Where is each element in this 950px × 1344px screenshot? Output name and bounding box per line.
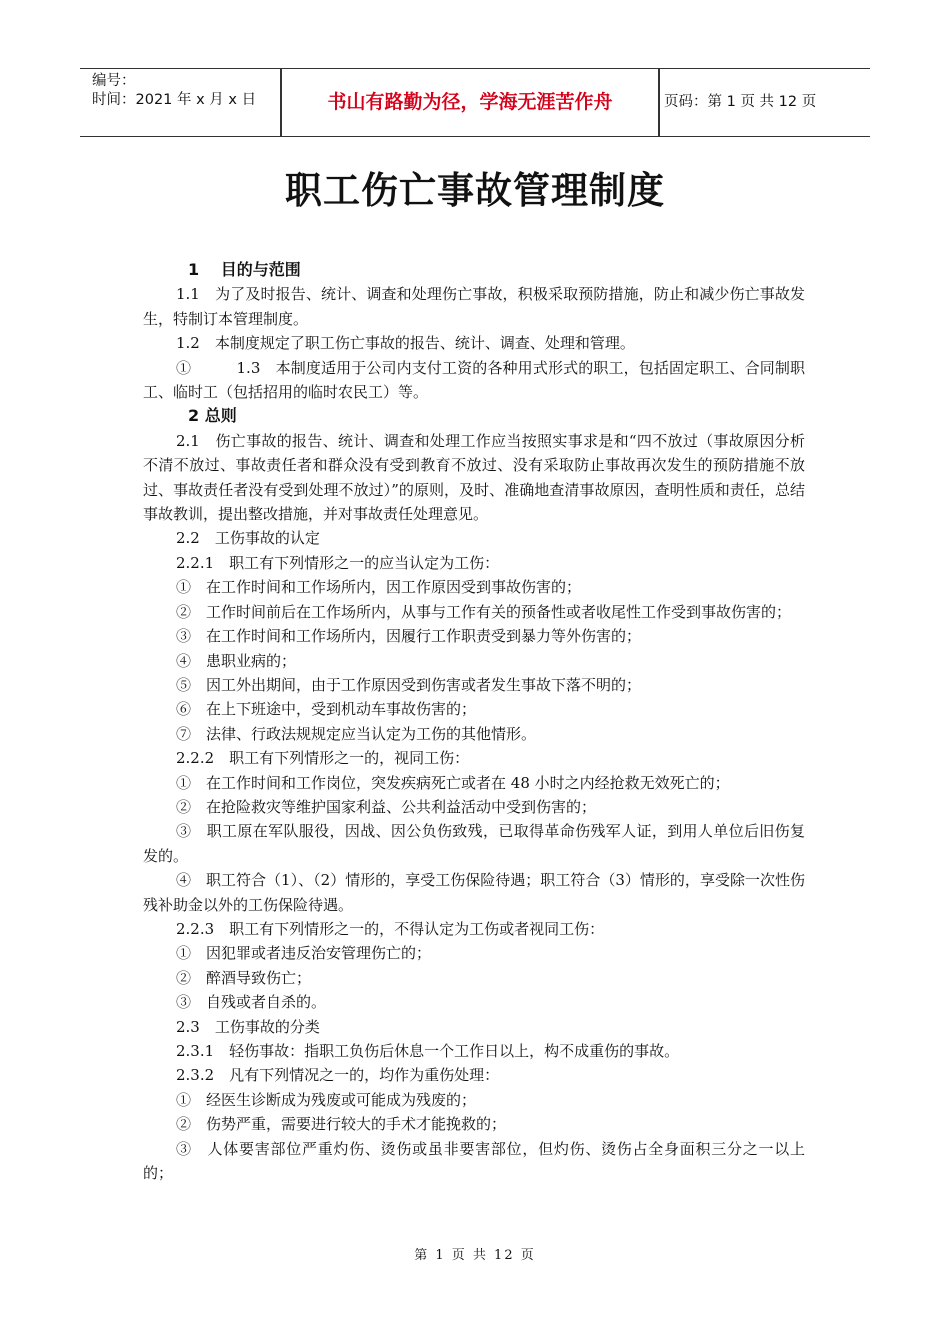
body-paragraph: ① 因犯罪或者违反治安管理伤亡的； [176,944,432,963]
body-paragraph: ② 醉酒导致伤亡； [176,968,312,987]
body-paragraph: ② 工作时间前后在工作场所内，从事与工作有关的预备性或者收尾性工作受到事故伤害的； [176,602,792,621]
section-heading: 2 总则 [188,406,237,426]
body-paragraph: ⑤ 因工外出期间，由于工作原因受到伤害或者发生事故下落不明的； [176,675,642,694]
body-paragraph: 2.2.1 职工有下列情形之一的应当认定为工伤： [176,553,500,572]
body-paragraph: 2.3.2 凡有下列情况之一的，均作为重伤处理： [176,1066,500,1085]
body-paragraph: ② 在抢险救灾等维护国家利益、公共利益活动中受到伤害的； [176,797,597,816]
time-label: 时间：2021 年 x 月 x 日 [92,92,257,108]
header-page-info: 页码：第 1 页 共 12 页 [664,94,817,110]
body-paragraph: 2.2.3 职工有下列情形之一的，不得认定为工伤或者视同工伤： [176,919,605,938]
number-label: 编号： [92,73,136,89]
section-heading: 1 目的与范围 [188,260,301,279]
body-paragraph: ① 在工作时间和工作岗位，突发疾病死亡或者在 48 小时之内经抢救无效死亡的； [176,773,730,792]
body-paragraph: ① 经医生诊断成为残废或可能成为残废的； [176,1090,477,1109]
body-paragraph: 2.2.2 职工有下列情形之一的，视同工伤： [176,749,470,768]
body-paragraph: 2.2 工伤事故的认定 [176,529,320,548]
body-paragraph: ① 在工作时间和工作场所内，因工作原因受到事故伤害的； [176,578,582,597]
body-paragraph: 1.2 本制度规定了职工伤亡事故的报告、统计、调查、处理和管理。 [176,334,635,353]
body-paragraph: ③ 人体要害部位严重灼伤、烫伤或虽非要害部位，但灼伤、烫伤占全身面积三分之一以上的； [143,1139,805,1183]
page-header [80,68,870,137]
body-paragraph: 2.1 伤亡事故的报告、统计、调查和处理工作应当按照实事求是和“四不放过（事故原因分析不清不放过、事故责任者和群众没有受到教育不放过、没有采取防止事故再次发生的预防措施不放过、事故责任者没有受到处理不放过）”的原则，及时、准确地查清事故原因，查明性质和责任，总结事故教训，提出整改措施，并对事故责任处理意见。 [143,431,805,524]
body-paragraph: ③ 自残或者自杀的。 [176,993,327,1012]
body-paragraph: 2.3.1 轻伤事故：指职工负伤后休息一个工作日以上，构不成重伤的事故。 [176,1042,680,1060]
body-paragraph: ⑥ 在上下班途中，受到机动车事故伤害的； [176,700,477,719]
body-paragraph: ③ 在工作时间和工作场所内，因履行工作职责受到暴力等外伤害的； [176,627,642,646]
body-paragraph: ③ 职工原在军队服役，因战、因公负伤致残，已取得革命伤残军人证，到用人单位后旧伤复发的。 [143,822,805,865]
header-meta [92,72,256,110]
body-paragraph: 2.3 工伤事故的分类 [176,1017,320,1036]
header-motto: 书山有路勤为径，学海无涯苦作舟 [327,91,613,113]
body-paragraph: ② 伤势严重，需要进行较大的手术才能挽救的； [176,1115,507,1134]
body-paragraph: 1.1 为了及时报告、统计、调查和处理伤亡事故，积极采取预防措施，防止和减少伤亡事故发生，特制订本管理制度。 [143,285,805,328]
body-paragraph: ④ 患职业病的； [176,651,297,670]
document-body [143,258,805,1185]
document-title: 职工伤亡事故管理制度 [285,169,665,212]
page-footer: 第 1 页 共 12 页 [414,1248,536,1263]
body-paragraph: ① 1.3 本制度适用于公司内支付工资的各种用式形式的职工，包括固定职工、合同制职工、临时工（包括招用的临时农民工）等。 [143,358,805,402]
body-paragraph: ⑦ 法律、行政法规规定应当认定为工伤的其他情形。 [176,724,537,743]
body-paragraph: ④ 职工符合（1）、（2）情形的，享受工伤保险待遇；职工符合（3）情形的，享受除一次性伤残补助金以外的工伤保险待遇。 [143,871,805,914]
header-divider [658,69,660,136]
